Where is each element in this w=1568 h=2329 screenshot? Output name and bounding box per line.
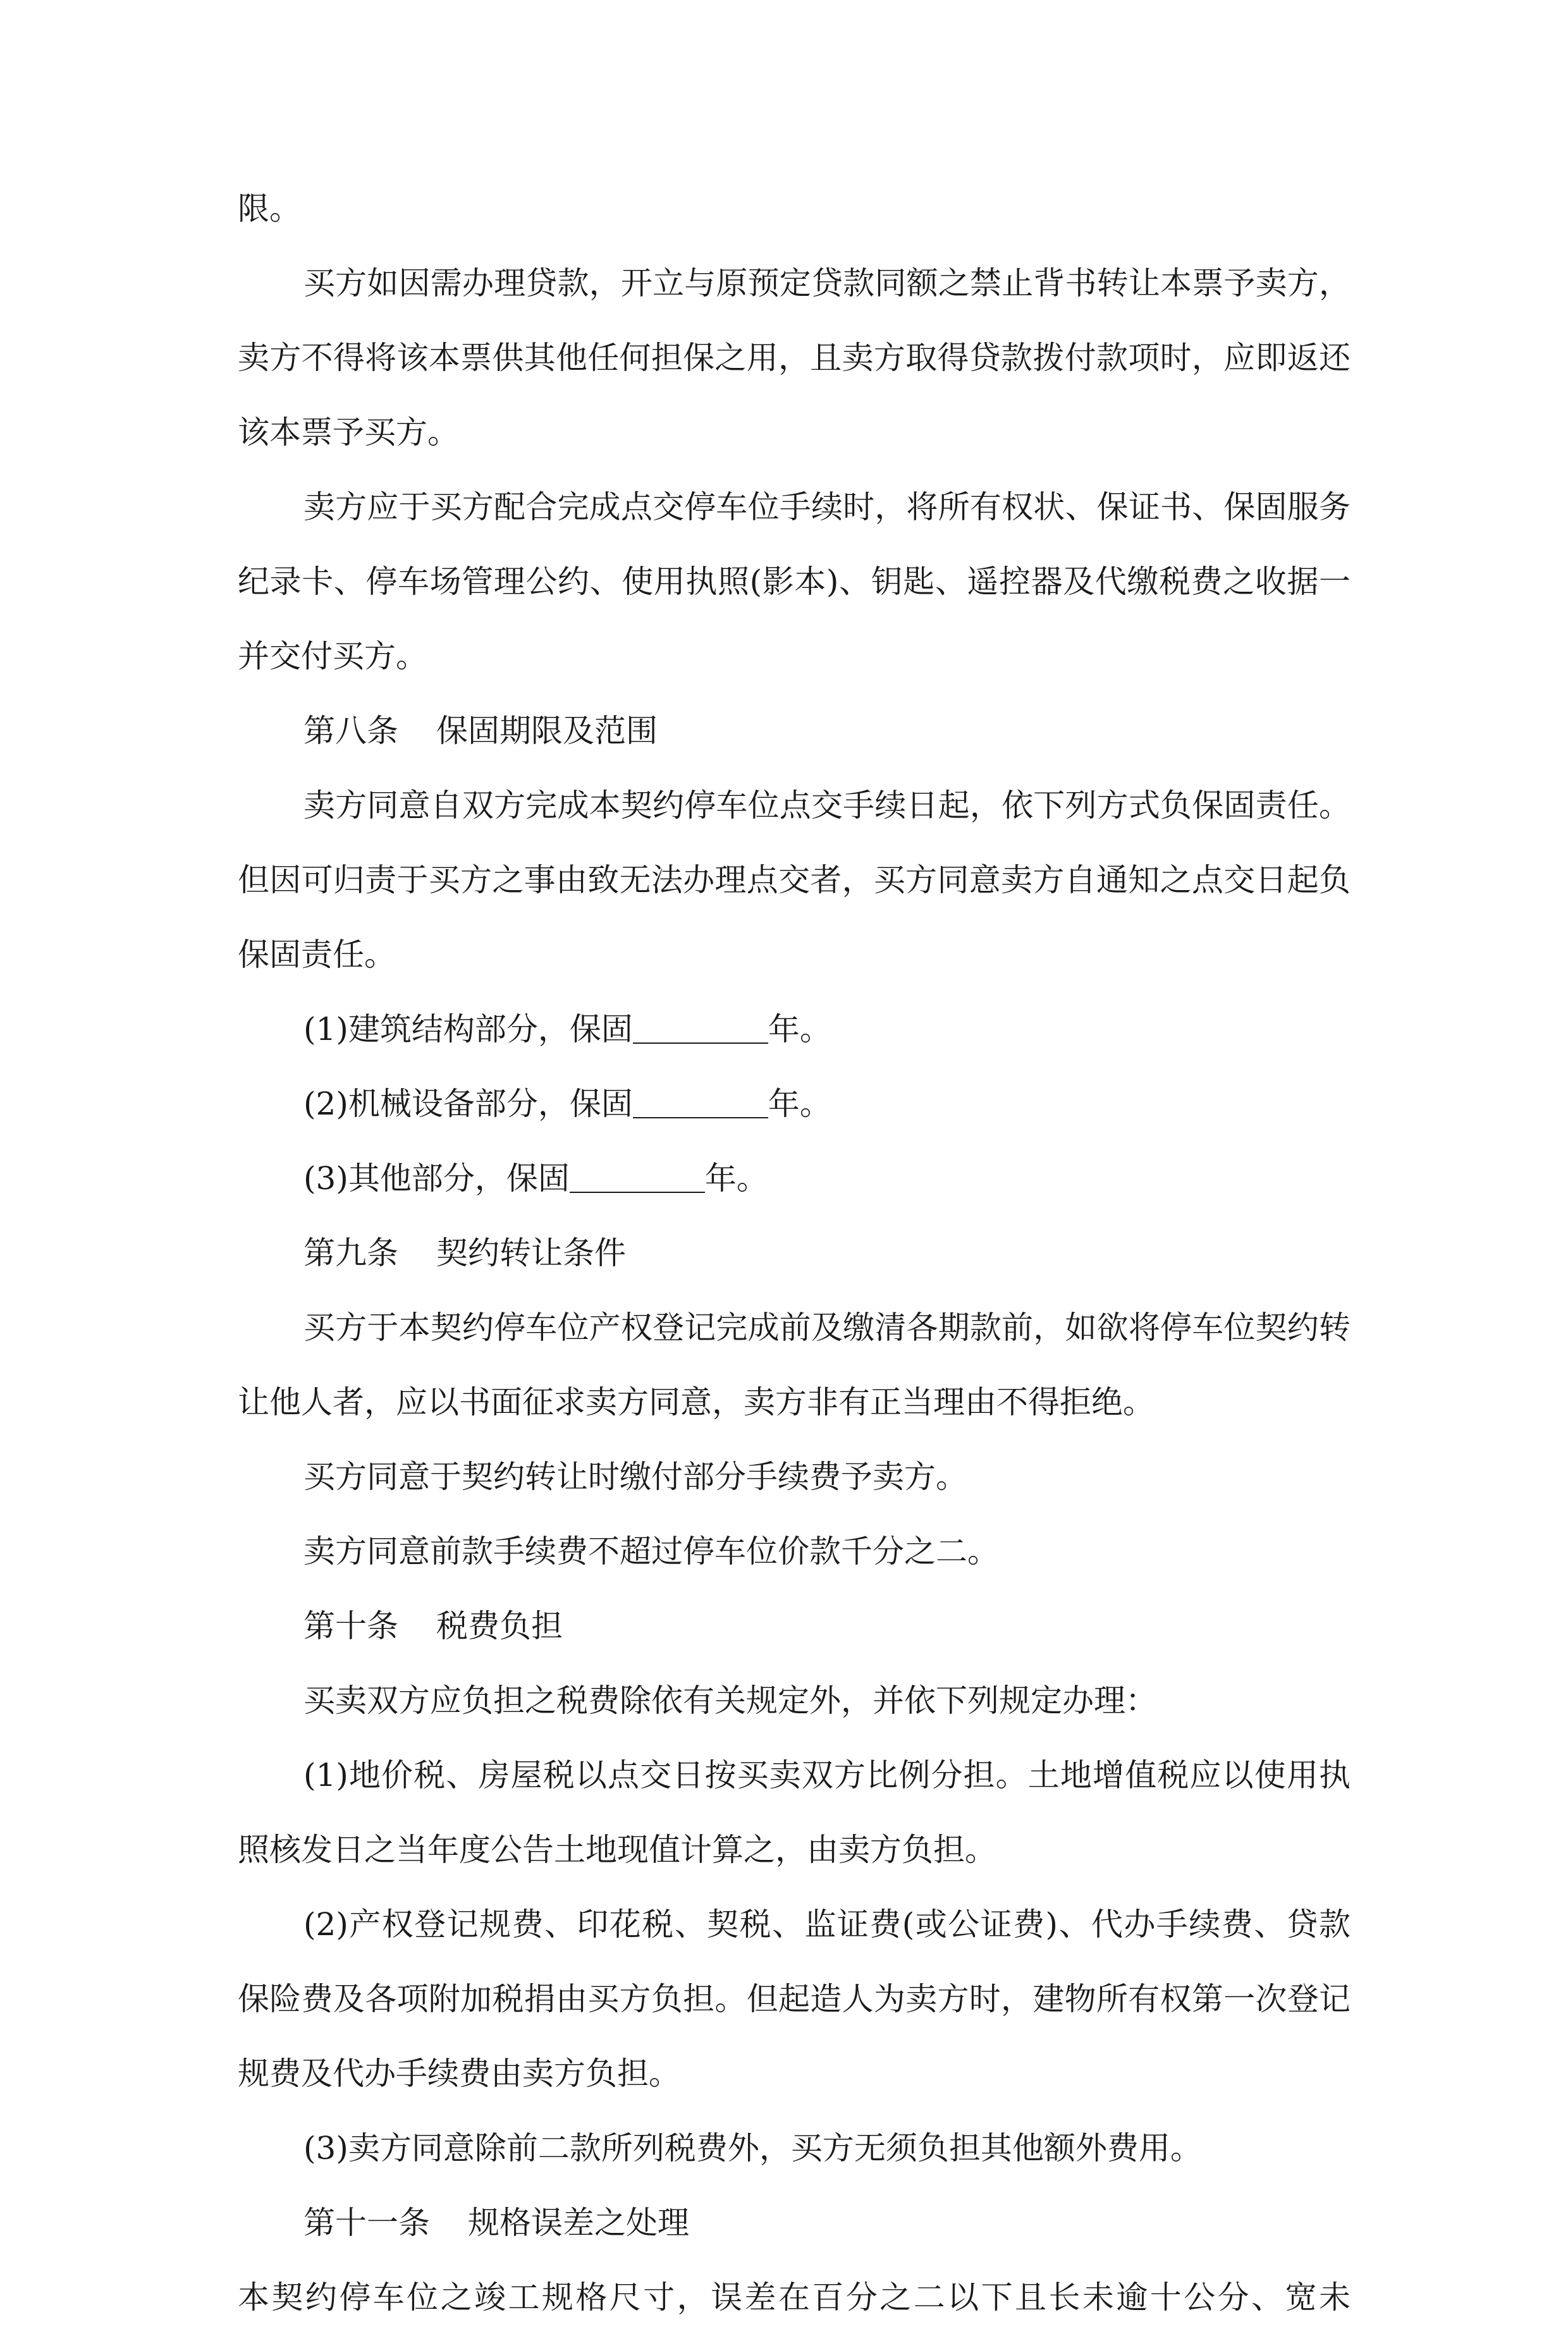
paragraph-line: 卖方同意前款手续费不超过停车位价款千分之二。 bbox=[303, 1533, 999, 1570]
article-heading-11 bbox=[303, 2191, 689, 2254]
warranty-label: (1)建筑结构部分，保固 bbox=[303, 1011, 633, 1048]
article-title: 保固期限及范围 bbox=[436, 712, 658, 749]
paragraph-line: 保险费及各项附加税捐由买方负担。但起造人为卖方时，建物所有权第一次登记 bbox=[238, 1981, 1351, 2017]
article-title: 规格误差之处理 bbox=[468, 2204, 689, 2241]
paragraph-line: 卖方同意自双方完成本契约停车位点交手续日起，依下列方式负保固责任。 bbox=[303, 787, 1351, 824]
paragraph-line: 但因可归责于买方之事由致无法办理点交者，买方同意卖方自通知之点交日起负 bbox=[238, 862, 1351, 898]
article-number: 第八条 bbox=[303, 712, 398, 749]
paragraph-line: 让他人者，应以书面征求卖方同意，卖方非有正当理由不得拒绝。 bbox=[238, 1384, 1155, 1421]
warranty-item-mechanical bbox=[303, 1072, 831, 1135]
paragraph-line: (2)产权登记规费、印花税、契税、监证费(或公证费)、代办手续费、贷款 bbox=[303, 1906, 1351, 1943]
article-number: 第十条 bbox=[303, 1608, 398, 1644]
paragraph-line: 照核发日之当年度公告土地现值计算之，由卖方负担。 bbox=[238, 1831, 996, 1868]
article-number: 第十一条 bbox=[303, 2204, 430, 2241]
fill-in-blank bbox=[570, 1160, 705, 1193]
warranty-label: (3)其他部分，保固 bbox=[303, 1160, 570, 1197]
warranty-item-other bbox=[303, 1147, 768, 1210]
paragraph-line: 该本票予买方。 bbox=[238, 414, 459, 451]
fill-in-blank bbox=[633, 1011, 768, 1044]
paragraph-line: 买卖双方应负担之税费除依有关规定外，并依下列规定办理： bbox=[303, 1682, 1157, 1719]
warranty-item-structure bbox=[303, 998, 831, 1061]
paragraph-line: 限。 bbox=[238, 190, 301, 227]
fill-in-blank bbox=[633, 1085, 768, 1118]
article-heading-8 bbox=[303, 699, 658, 762]
warranty-unit: 年。 bbox=[704, 1160, 768, 1197]
paragraph-line: 买方同意于契约转让时缴付部分手续费予卖方。 bbox=[303, 1458, 967, 1495]
paragraph-line: (1)地价税、房屋税以点交日按买卖双方比例分担。土地增值税应以使用执 bbox=[303, 1757, 1351, 1794]
article-heading-10 bbox=[303, 1594, 563, 1658]
paragraph-line: (3)卖方同意除前二款所列税费外，买方无须负担其他额外费用。 bbox=[303, 2130, 1202, 2167]
warranty-unit: 年。 bbox=[768, 1085, 831, 1122]
warranty-label: (2)机械设备部分，保固 bbox=[303, 1085, 633, 1122]
paragraph-line: 本契约停车位之竣工规格尺寸，误差在百分之二以下且长未逾十公分、宽未 bbox=[238, 2279, 1351, 2316]
article-number: 第九条 bbox=[303, 1235, 398, 1271]
paragraph-line: 并交付买方。 bbox=[238, 638, 427, 675]
article-title: 税费负担 bbox=[436, 1608, 563, 1644]
paragraph-line: 买方于本契约停车位产权登记完成前及缴清各期款前，如欲将停车位契约转 bbox=[303, 1309, 1351, 1346]
paragraph-line: 纪录卡、停车场管理公约、使用执照(影本)、钥匙、遥控器及代缴税费之收据一 bbox=[238, 563, 1351, 600]
paragraph-line: 卖方不得将该本票供其他任何担保之用，且卖方取得贷款拨付款项时，应即返还 bbox=[238, 339, 1351, 376]
paragraph-line: 卖方应于买方配合完成点交停车位手续时，将所有权状、保证书、保固服务 bbox=[303, 489, 1351, 525]
paragraph-line: 买方如因需办理贷款，开立与原预定贷款同额之禁止背书转让本票予卖方， bbox=[303, 265, 1351, 302]
warranty-unit: 年。 bbox=[768, 1011, 831, 1048]
article-heading-9 bbox=[303, 1221, 626, 1285]
article-title: 契约转让条件 bbox=[436, 1235, 626, 1271]
paragraph-line: 保固责任。 bbox=[238, 936, 396, 973]
paragraph-line: 规费及代办手续费由卖方负担。 bbox=[238, 2055, 680, 2092]
